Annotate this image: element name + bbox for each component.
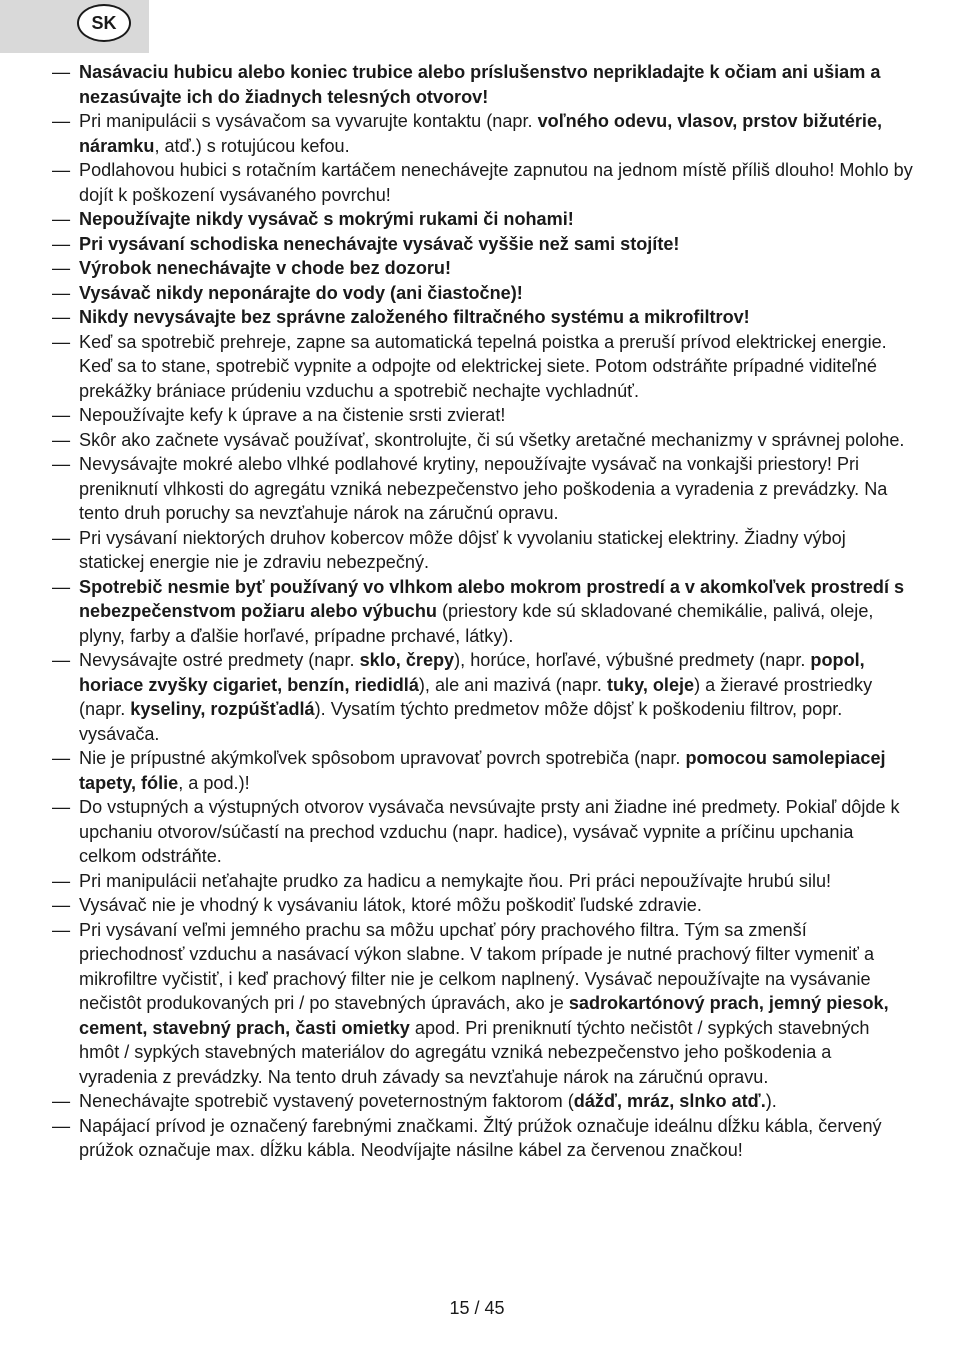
- bullet-dash: —: [52, 307, 71, 327]
- bullet-dash: —: [52, 797, 71, 817]
- bullet-dash: —: [52, 576, 71, 597]
- instruction-text: , a pod.)!: [178, 772, 250, 793]
- instruction-item: [52, 403, 914, 428]
- instruction-item: [52, 60, 914, 109]
- instruction-text: (priestory kde sú skladované chemikálie, palivá, oleje, plyny, farby a ďalšie horľavé, prípadne prchavé, látky).: [79, 601, 874, 646]
- instruction-text-bold: voľného odevu, vlasov, prstov bižutérie, náramku: [79, 111, 883, 156]
- instruction-text: ), ale ani mazivá (napr.: [418, 674, 607, 695]
- instruction-item: [52, 795, 914, 869]
- instruction-text: Nepoužívajte kefy k úprave a na čistenie srsti zvierat!: [79, 405, 506, 425]
- bullet-dash: —: [52, 1115, 71, 1136]
- instruction-text: Pri manipulácii s vysávačom sa vyvarujte kontaktu (napr.: [79, 111, 538, 131]
- instruction-text: , atď.) s rotujúcou kefou.: [154, 135, 350, 156]
- instruction-text-bold: sadrokartónový prach, jemný piesok, cement, stavebný prach, časti omietky: [79, 993, 889, 1038]
- instruction-item: [52, 1089, 914, 1114]
- instruction-text: ) a žieravé prostriedky (napr.: [79, 674, 873, 719]
- instruction-item: [52, 452, 914, 526]
- instruction-text-bold: Vysávač nikdy neponárajte do vody (ani čiastočne)!: [79, 282, 523, 303]
- language-tab: [0, 0, 149, 53]
- instruction-text-bold: Nepoužívajte nikdy vysávač s mokrými rukami či nohami!: [79, 209, 574, 229]
- instruction-text-bold: pomocou samolepiacej tapety, fólie: [79, 748, 886, 793]
- instruction-text: Nenechávajte spotrebič vystavený poveternostným faktorom (: [79, 1091, 574, 1111]
- instruction-text: Pri manipulácii neťahajte prudko za hadicu a nemykajte ňou. Pri práci nepoužívajte hrubú silu!: [79, 870, 832, 891]
- instruction-text-bold: dážď, mráz, slnko atď.: [573, 1091, 766, 1111]
- instruction-item: [52, 281, 914, 306]
- instruction-item: [52, 1114, 914, 1163]
- instruction-text-bold: Nasávaciu hubicu alebo koniec trubice alebo príslušenstvo neprikladajte k očiam ani ušiam a nezasúvajte ich do žiadnych telesných otvorov!: [79, 62, 881, 107]
- bullet-dash: —: [52, 454, 71, 474]
- instruction-item: [52, 158, 914, 207]
- instruction-text-bold: tuky, oleje: [606, 674, 695, 695]
- instruction-text: Nie je prípustné akýmkoľvek spôsobom upravovať povrch spotrebiča (napr.: [79, 748, 686, 768]
- instruction-text: ).: [765, 1091, 777, 1111]
- instruction-text: Skôr ako začnete vysávač používať, skontrolujte, či sú všetky aretačné mechanizmy v správnej polohe.: [79, 429, 905, 450]
- bullet-dash: —: [52, 160, 71, 180]
- instruction-item: [52, 305, 914, 330]
- instruction-text-bold: Spotrebič nesmie byť používaný vo vlhkom alebo mokrom prostredí a v akomkoľvek prostredí s nebezpečenstvom požiaru alebo výbuchu: [79, 576, 905, 621]
- instruction-text: Nevysávajte ostré predmety (napr.: [79, 650, 360, 670]
- instruction-text: Pri vysávaní niektorých druhov kobercov môže dôjsť k vyvolaniu statickej elektriny. Žiadny výboj statickej energie nie je zdraviu nebezpečný.: [79, 527, 846, 572]
- bullet-dash: —: [52, 405, 71, 425]
- instruction-item: [52, 746, 914, 795]
- instruction-text-bold: Pri vysávaní schodiska nenechávajte vysávač vyššie než sami stojíte!: [79, 233, 680, 254]
- bullet-dash: —: [52, 748, 71, 768]
- instruction-text: Keď sa spotrebič prehreje, zapne sa automatická tepelná poistka a preruší prívod elektrickej energie. Keď sa to stane, spotrebič vypnite a odpojte od elektrickej siete. Potom odstráňte prípadné viditeľné prekážky brániace prúdeniu vzduchu a spotrebič nechajte vychladnúť.: [79, 331, 887, 401]
- instruction-text: Do vstupných a výstupných otvorov vysávača nevsúvajte prsty ani žiadne iné predmety. Pokiaľ dôjde k upchaniu otvorov/súčastí na prechod vzduchu (napr. hadice), vysávač vypnite a príčinu upchania celkom odstráňte.: [79, 797, 900, 866]
- bullet-dash: —: [52, 331, 71, 352]
- instruction-item: [52, 207, 914, 232]
- instruction-text: ). Vysatím týchto predmetov môže dôjsť k poškodeniu filtrov, popr. vysávača.: [79, 699, 843, 744]
- instruction-text-bold: Nikdy nevysávajte bez správne založeného filtračného systému a mikrofiltrov!: [79, 307, 750, 327]
- bullet-dash: —: [52, 895, 71, 915]
- instruction-text: Podlahovou hubici s rotačním kartáčem nenechávejte zapnutou na jednom místě příliš dlouho! Mohlo by dojít k poškození vysávaného povrchu!: [79, 160, 913, 205]
- instruction-item: [52, 232, 914, 257]
- instruction-item: [52, 256, 914, 281]
- instruction-item: [52, 575, 914, 649]
- instruction-item: [52, 330, 914, 404]
- instruction-item: [52, 428, 914, 453]
- instruction-text: ), horúce, horľavé, výbušné predmety (napr.: [454, 650, 811, 670]
- instruction-text-bold: popol, horiace zvyšky cigariet, benzín, riedidlá: [79, 650, 865, 695]
- instruction-text: apod. Pri preniknutí týchto nečistôt / sypkých stavebných hmôt / sypkých stavebných materiálov do agregátu vzniká nebezpečenstvo jeho poškodenia a vyradenia z prevádzky. Na tento druh závady sa nevzťahuje nárok na záručnú opravu.: [79, 1017, 870, 1087]
- bullet-dash: —: [52, 429, 71, 450]
- instruction-text: Nevysávajte mokré alebo vlhké podlahové krytiny, nepoužívajte vysávač na vonkajši priestory! Pri preniknutí vlhkosti do agregátu vzniká nebezpečenstvo jeho poškodenia a vyradenia z prevádzky. Na tento druh poruchy sa nevzťahuje nárok na záručnú opravu.: [79, 454, 888, 523]
- instruction-text: Vysávač nie je vhodný k vysávaniu látok, ktoré môžu poškodiť ľudské zdravie.: [79, 895, 702, 915]
- instruction-text-bold: sklo, črepy: [359, 650, 455, 670]
- instruction-item: [52, 869, 914, 894]
- bullet-dash: —: [52, 209, 71, 229]
- instruction-item: [52, 648, 914, 746]
- bullet-dash: —: [52, 919, 71, 940]
- instruction-item: [52, 918, 914, 1090]
- bullet-dash: —: [52, 62, 71, 82]
- bullet-dash: —: [52, 1091, 71, 1111]
- safety-instructions-list: [52, 60, 914, 1163]
- bullet-dash: —: [52, 233, 71, 254]
- bullet-dash: —: [52, 282, 71, 303]
- instruction-text: Pri vysávaní veľmi jemného prachu sa môžu upchať póry prachového filtra. Tým sa zmenší priechodnosť vzduchu a nasávací výkon slabne. V takom prípade je nutné prachový filter vymeniť a mikrofiltre vyčistiť, i keď prachový filter nie je celkom naplnený. Vysávač nepoužívajte na vysávanie nečistôt produkovaných pri / po stavebných úpravách, ako je: [79, 919, 875, 1013]
- instruction-text: Napájací prívod je označený farebnými značkami. Žltý prúžok označuje ideálnu dĺžku kábla, červený prúžok označuje max. dĺžku kábla. Neodvíjajte násilne kábel za červenou značkou!: [79, 1115, 882, 1160]
- bullet-dash: —: [52, 258, 71, 278]
- instruction-text-bold: kyseliny, rozpúšťadlá: [130, 699, 315, 719]
- instruction-item: [52, 109, 914, 158]
- bullet-dash: —: [52, 527, 71, 548]
- language-badge: SK: [77, 4, 131, 42]
- instruction-item: [52, 893, 914, 918]
- bullet-dash: —: [52, 650, 71, 670]
- bullet-dash: —: [52, 870, 71, 891]
- instruction-text-bold: Výrobok nenechávajte v chode bez dozoru!: [79, 258, 452, 278]
- page-number: 15 / 45: [449, 1298, 505, 1318]
- instruction-item: [52, 526, 914, 575]
- bullet-dash: —: [52, 111, 71, 131]
